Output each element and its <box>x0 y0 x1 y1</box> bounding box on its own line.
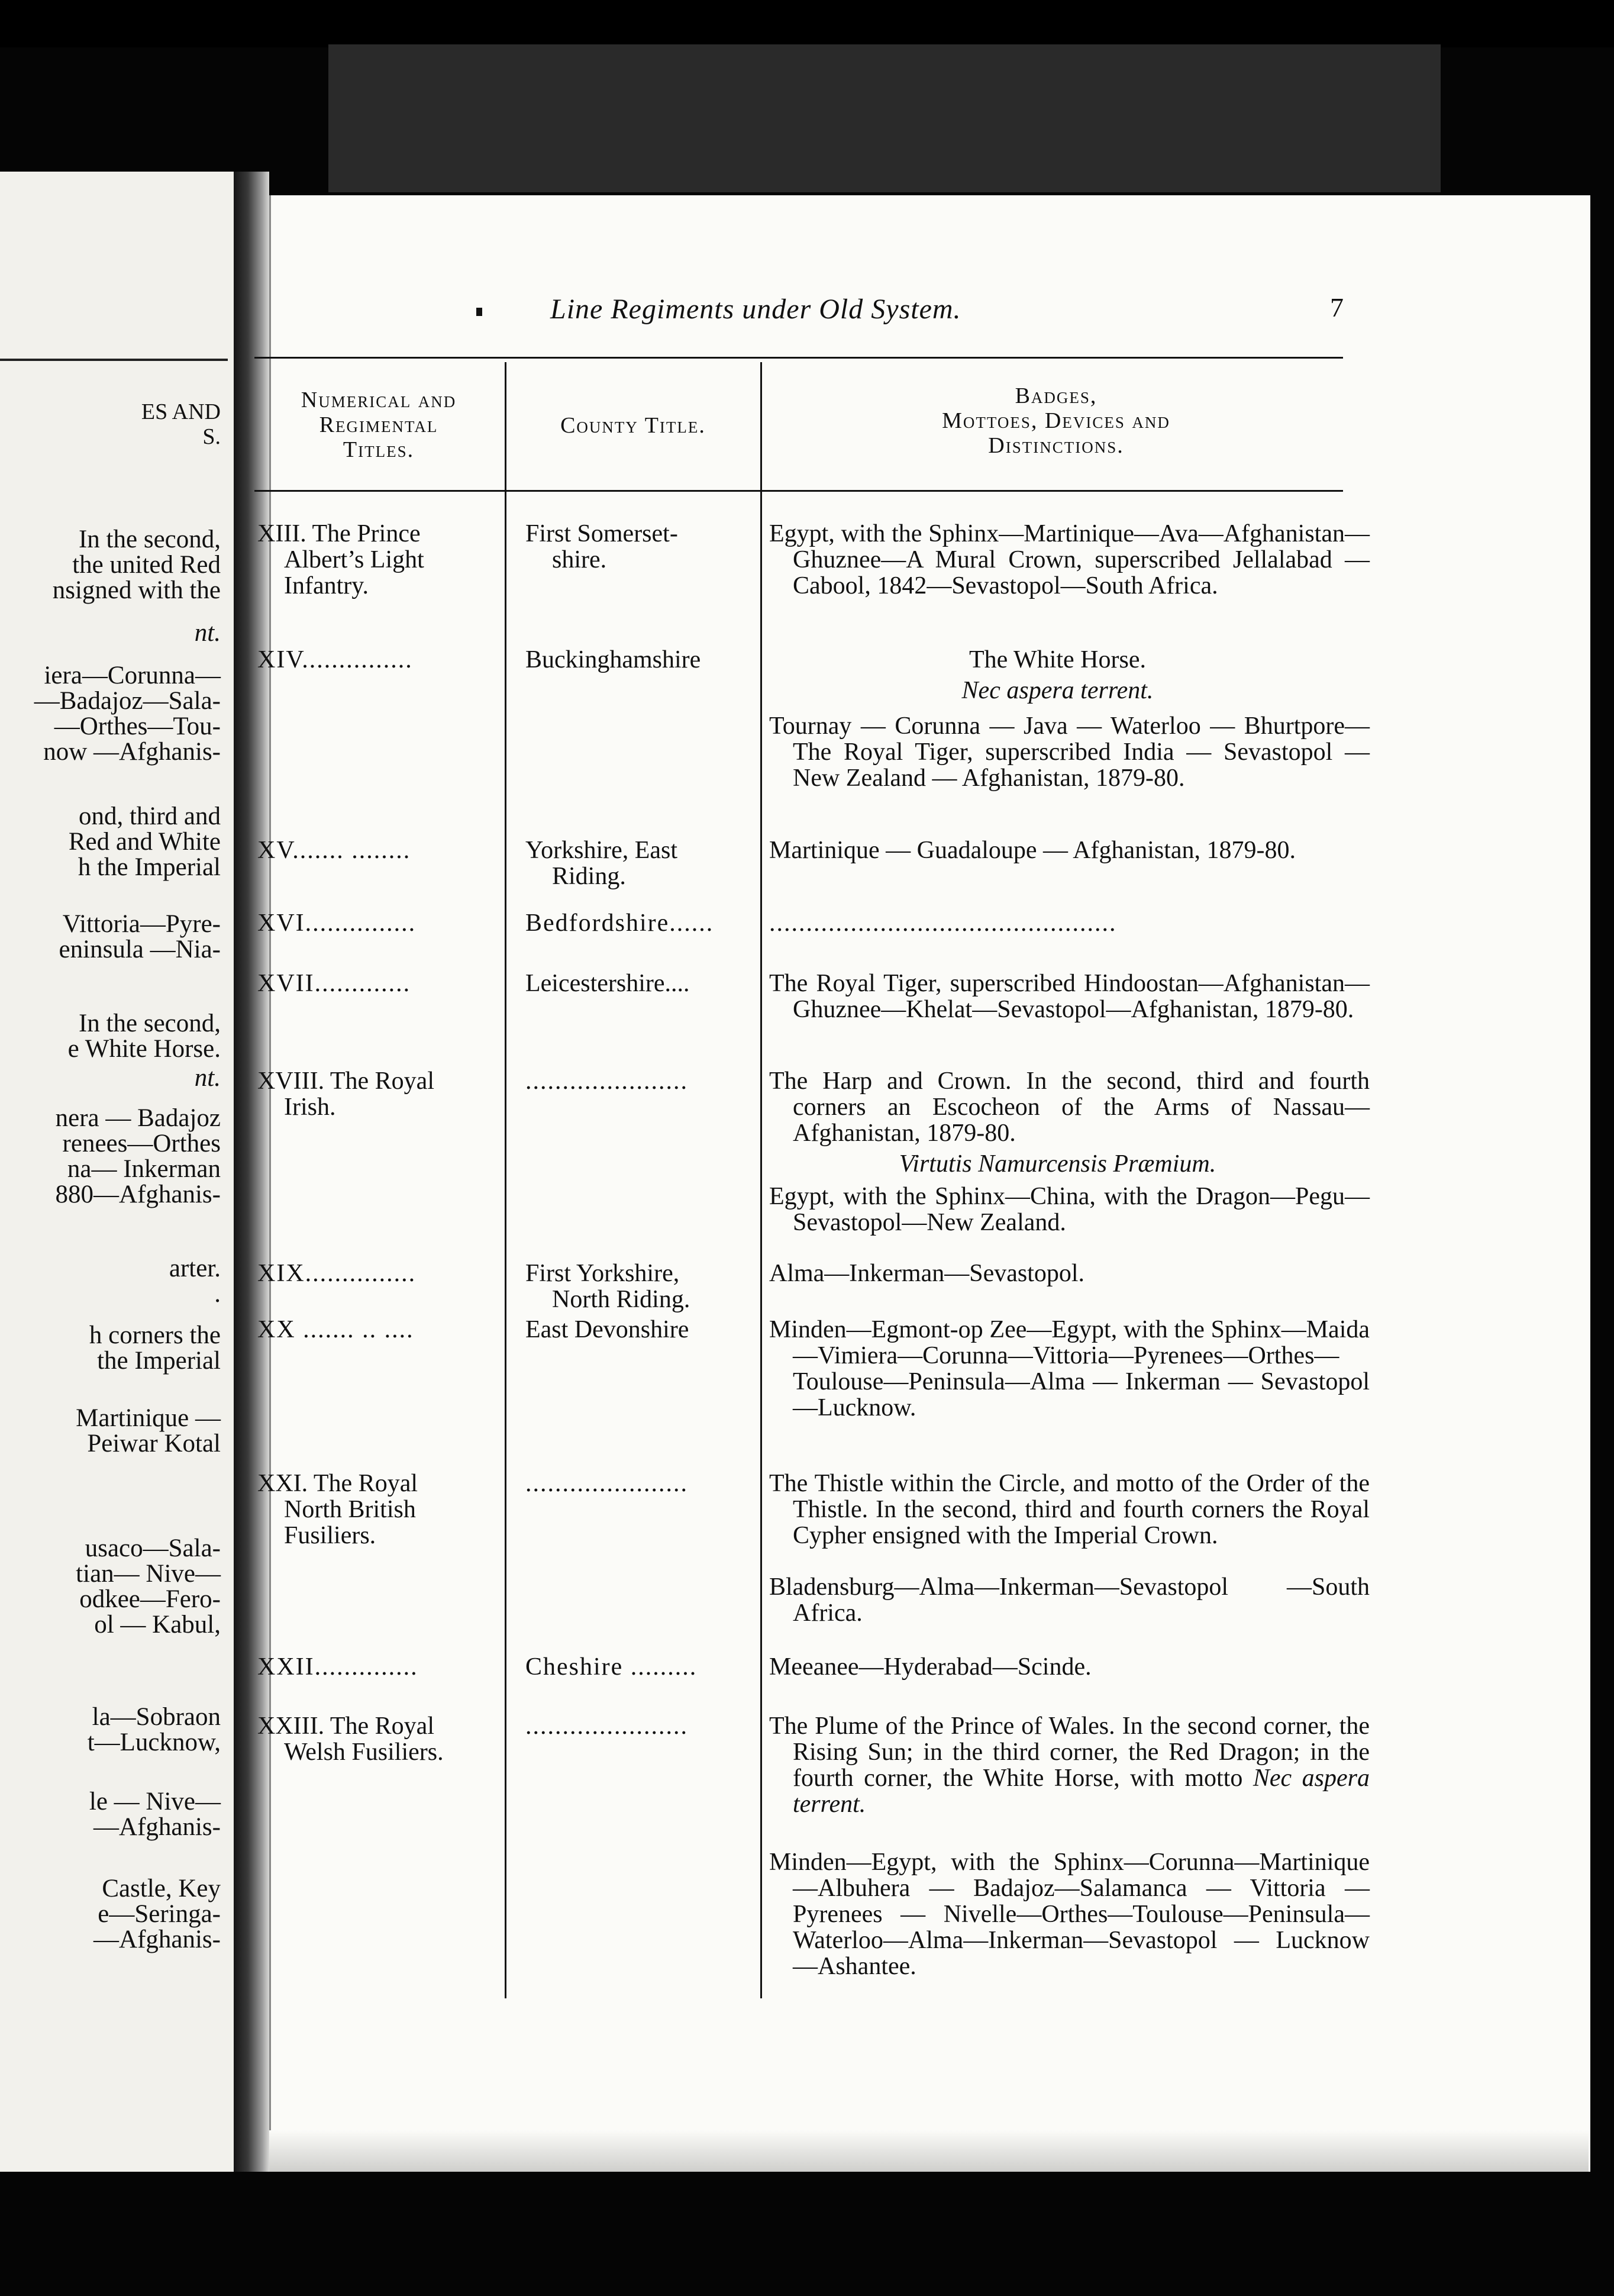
left-text-line: Vittoria—Pyre- <box>62 910 221 938</box>
left-text-line: In the second, <box>78 525 221 553</box>
county-title-cell: Cheshire ......... <box>525 1653 698 1681</box>
badges-cell: Martinique — Guadaloupe — Afghanistan, 1879-80. <box>769 837 1296 864</box>
left-text-line: ol — Kabul, <box>94 1611 221 1639</box>
left-text-line: now —Afghanis- <box>43 738 221 766</box>
regiment-title-cell: XV....... ........ <box>257 837 411 864</box>
left-text-line: the united Red <box>72 551 221 579</box>
left-text-line: t—Lucknow, <box>87 1729 221 1756</box>
badges-cell: The Harp and Crown. In the second, third and fourth corners an Escocheon of the Arms of Nassau—Afghanistan, 1879-80. <box>769 1068 1370 1147</box>
county-title-cell: ...................... <box>525 1470 688 1497</box>
badges-cell-continued: Bladensburg—Alma—Inkerman—Sevastopol —South Africa. <box>769 1573 1370 1627</box>
badges-cell: The Royal Tiger, superscribed Hindoostan—Afghanistan—Ghuznee—Khelat—Sevastopol—Afghanistan, 1879-80. <box>769 970 1370 1023</box>
left-text-line: arter. <box>169 1255 221 1282</box>
badge-title: The White Horse. <box>969 646 1146 673</box>
column-header-line: Titles. <box>343 437 415 462</box>
running-title: Line Regiments under Old System. <box>550 294 961 325</box>
left-text-line: iera—Corunna— <box>44 662 221 689</box>
left-text-line: In the second, <box>78 1010 221 1037</box>
left-header-line: S. <box>202 424 221 449</box>
page-number: 7 <box>1330 292 1344 323</box>
column-header-line: Badges, <box>1015 383 1097 408</box>
regiment-title-cell <box>257 1068 500 1120</box>
badges-cell: Alma—Inkerman—Sevastopol. <box>769 1260 1085 1287</box>
header-bullet <box>476 308 482 316</box>
column-header-numerical <box>260 388 497 462</box>
scan-border-top <box>0 0 1614 47</box>
left-text-line: h the Imperial <box>78 853 221 881</box>
regiment-title-cell: XIX............... <box>257 1260 417 1287</box>
county-title-line: Yorkshire, East <box>525 837 678 864</box>
left-text-line: eninsula —Nia- <box>59 936 221 963</box>
badges-cell: The Thistle within the Circle, and motto of the Order of the Thistle. In the second, third and fourth corners the Royal Cypher ensigned with the Imperial Crown. <box>769 1470 1370 1549</box>
regiment-title-line: XXIII. The Royal <box>257 1713 434 1740</box>
motto: Virtutis Namurcensis Præmium. <box>899 1150 1216 1178</box>
column-header-badges <box>769 383 1343 458</box>
regiment-title-cell <box>257 1713 500 1765</box>
left-text-line: e—Seringa- <box>98 1900 221 1928</box>
column-header-county: County Title. <box>560 413 706 438</box>
column-header-line: Distinctions. <box>988 433 1124 458</box>
badges-cell: Meeanee—Hyderabad—Scinde. <box>769 1653 1092 1681</box>
table-header-rule <box>254 490 1343 492</box>
motto-inline: Nec aspera terrent. <box>793 1765 1370 1818</box>
badges-cell <box>769 1713 1370 1817</box>
left-text-line: e White Horse. <box>67 1035 221 1063</box>
regiment-title-cell <box>257 1471 500 1549</box>
left-text-line: la—Sobraon <box>92 1703 221 1731</box>
county-title-cell <box>525 837 756 889</box>
left-text-line: —Badajoz—Sala- <box>34 687 221 715</box>
book-gutter <box>234 172 269 2172</box>
column-divider-2 <box>760 362 762 1998</box>
badges-cell: Tournay — Corunna — Java — Waterloo — Bhurtpore—The Royal Tiger, superscribed India — Sevastopol — New Zealand — Afghanistan, 1879-80. <box>769 712 1370 792</box>
county-title-line: North Riding. <box>552 1286 690 1313</box>
left-text-line: nera — Badajoz <box>55 1104 221 1132</box>
left-text-line: h corners the <box>89 1321 221 1349</box>
regiment-title-cell: XVI............... <box>257 910 417 937</box>
left-text-line: Red and White <box>68 828 221 856</box>
regiment-title-cell: XXII.............. <box>257 1653 418 1681</box>
county-title-cell: Bedfordshire...... <box>525 910 714 937</box>
county-title-line: Riding. <box>552 863 626 890</box>
county-title-line: First Yorkshire, <box>525 1260 680 1287</box>
county-title-cell: ...................... <box>525 1713 688 1740</box>
left-page-fragment <box>0 172 234 2172</box>
column-header-line: Regimental <box>319 412 438 437</box>
motto: Nec aspera terrent. <box>961 677 1154 704</box>
regiment-title-line: Fusiliers. <box>284 1522 376 1549</box>
left-text-line: —Afghanis- <box>93 1813 221 1841</box>
regiment-title-line: Welsh Fusiliers. <box>284 1739 444 1766</box>
left-text-line: nt. <box>194 1064 221 1092</box>
left-text-line: nsigned with the <box>52 576 221 604</box>
regiment-title-cell: XIV............... <box>257 646 413 673</box>
badges-cell: Egypt, with the Sphinx—Martinique—Ava—Afghanistan—Ghuznee—A Mural Crown, superscribed Jellalabad — Cabool, 1842—Sevastopol—South Africa. <box>769 520 1370 599</box>
left-text-line: —Orthes—Tou- <box>54 712 221 740</box>
regiment-title-cell: XX ....... .. .... <box>257 1316 414 1343</box>
column-divider-1 <box>505 362 506 1998</box>
left-text-line: ond, third and <box>78 802 221 830</box>
badges-text: The Plume of the Prince of Wales. In the second corner, the Rising Sun; in the third corner, the Red Dragon; in the fourth corner, the White Horse, with motto <box>769 1713 1370 1792</box>
table-top-rule <box>254 357 1343 359</box>
badges-cell: Minden—Egmont-op Zee—Egypt, with the Sphinx—Maida—Vimiera—Corunna—Vittoria—Pyrenees—Orthes—Toulouse—Peninsula—Alma — Inkerman — Sevastopol—Lucknow. <box>769 1316 1370 1421</box>
left-text-line: Castle, Key <box>102 1875 221 1902</box>
regiment-title-line: XXI. The Royal <box>257 1470 418 1497</box>
left-text-line: tian— Nive— <box>76 1560 221 1588</box>
left-page-rule <box>0 359 228 361</box>
left-text-line: —Afghanis- <box>93 1926 221 1953</box>
county-title-cell <box>525 1260 756 1313</box>
left-text-line: Peiwar Kotal <box>87 1430 221 1457</box>
badges-cell-continued: Egypt, with the Sphinx—China, with the Dragon—Pegu—Sevastopol—New Zealand. <box>769 1183 1370 1236</box>
left-text-line: 880—Afghanis- <box>55 1181 221 1208</box>
regiment-title-line: XVIII. The Royal <box>257 1068 434 1095</box>
regiment-title-line: North British <box>284 1496 416 1523</box>
left-text-line: odkee—Fero- <box>79 1585 221 1613</box>
column-header-line: Numerical and <box>301 388 457 412</box>
column-header-line: Mottoes, Devices and <box>942 408 1170 433</box>
regiment-title-line: Irish. <box>284 1094 336 1121</box>
regiment-title-line: XIII. The Prince <box>257 520 421 547</box>
badges-cell: ............................................... <box>769 910 1117 936</box>
regiment-title-cell: XVII............. <box>257 970 411 997</box>
county-title-line: shire. <box>552 546 607 573</box>
county-title-cell: Buckinghamshire <box>525 646 701 673</box>
page-bottom-shade <box>269 2130 1589 2172</box>
left-text-line: renees—Orthes <box>62 1130 221 1157</box>
left-header-line: ES AND <box>141 399 221 424</box>
left-text-line: na— Inkerman <box>67 1155 221 1183</box>
left-text-line: Martinique — <box>76 1404 221 1432</box>
left-text-line: usaco—Sala- <box>85 1534 221 1562</box>
left-text-line: the Imperial <box>97 1347 221 1375</box>
scan-shadow-strip <box>328 44 1441 192</box>
left-page-column-header <box>141 399 221 449</box>
left-text-line: nt. <box>194 619 221 647</box>
left-text-line: . <box>214 1280 221 1308</box>
regiment-title-line: Albert’s Light <box>284 546 424 573</box>
county-title-cell: ...................... <box>525 1068 688 1095</box>
county-title-cell: Leicestershire.... <box>525 970 690 997</box>
regiment-title-cell <box>257 521 500 599</box>
regiment-title-line: Infantry. <box>284 572 369 599</box>
county-title-cell: East Devonshire <box>525 1316 689 1343</box>
county-title-cell <box>525 521 756 573</box>
left-text-line: le — Nive— <box>89 1788 221 1815</box>
badges-cell-continued: Minden—Egypt, with the Sphinx—Corunna—Martinique—Albuhera — Badajoz—Salamanca — Vittoria — Pyrenees — Nivelle—Orthes—Toulouse—Peninsula—Waterloo—Alma—Inkerman—Sevastopol — Lucknow—Ashantee. <box>769 1849 1370 1980</box>
county-title-line: First Somerset- <box>525 520 678 547</box>
